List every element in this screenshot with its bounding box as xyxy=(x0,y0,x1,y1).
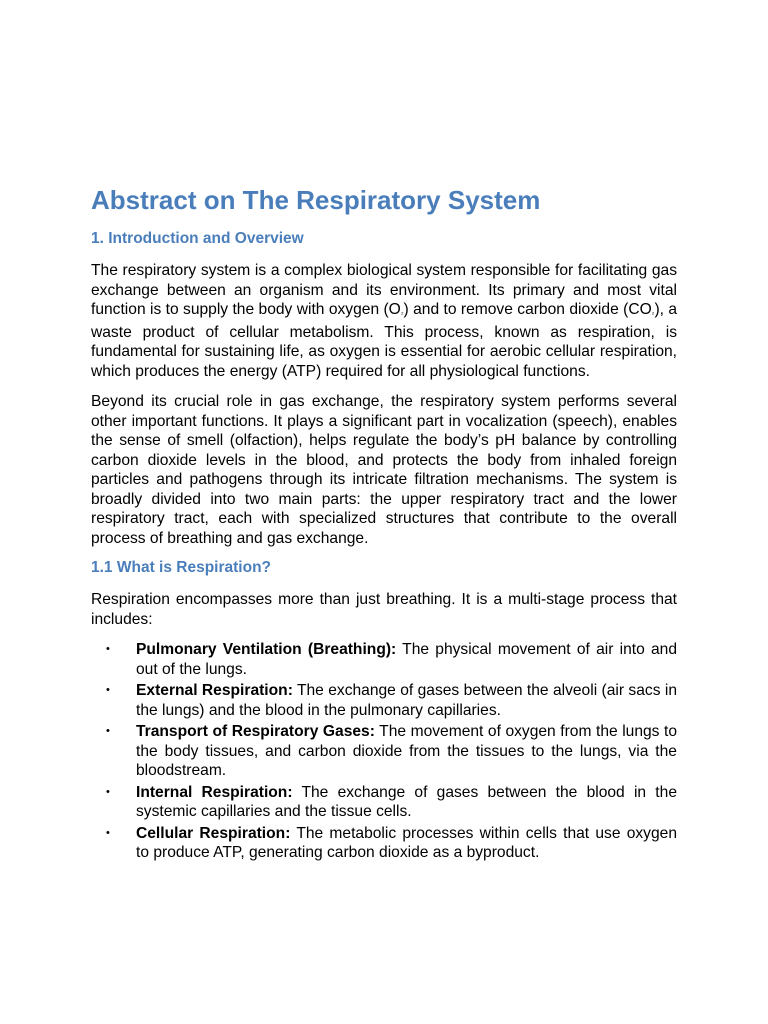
list-item-text: The physical movement of air into and out of the lungs. xyxy=(136,641,678,678)
bullet-icon: • xyxy=(106,643,110,655)
list-item-term: Internal Respiration: xyxy=(136,783,293,801)
subscript-two: ₂ xyxy=(400,309,404,316)
list-item-term: Transport of Respiratory Gases: xyxy=(136,723,375,740)
bullet-icon: • xyxy=(106,785,110,798)
bullet-icon: • xyxy=(106,826,110,839)
list-item xyxy=(91,783,677,822)
list-item-term: Pulmonary Ventilation (Breathing): xyxy=(136,641,397,658)
list-item xyxy=(91,681,677,720)
bullet-icon: • xyxy=(106,725,110,737)
section-heading-what-is-respiration: 1.1 What is Respiration? xyxy=(91,559,272,576)
document-title: Abstract on The Respiratory System xyxy=(91,185,541,215)
list-item-text: The exchange of gases between the alveoli (air sacs in the lungs) and the blood in the pulmonary capillaries. xyxy=(136,682,677,719)
paragraph-text: ) and to remove carbon dioxide (CO xyxy=(403,301,652,318)
list-item-text: The movement of oxygen from the lungs to the body tissues, and carbon dioxide from the tissues to the lungs, via the bloodstream. xyxy=(136,723,678,779)
paragraph-text: ), a waste product of cellular metabolism. This process, known as respiration, is fundamental for sustaining life, as oxygen is essential for aerobic cellular respiration, which produces the energy (ATP) required for all physiological functions. xyxy=(91,301,678,380)
list-item-text: The metabolic processes within cells that use oxygen to produce ATP, generating carbon dioxide as a byproduct. xyxy=(136,824,677,861)
paragraph-introduction xyxy=(91,261,677,381)
paragraph-text: The respiratory system is a complex biological system responsible for facilitating gas exchange between an organism and its environment. Its primary and most vital function is to supply the body with oxygen (O xyxy=(91,262,677,318)
list-item-term: External Respiration: xyxy=(136,682,293,699)
list-item xyxy=(91,722,677,781)
list-item xyxy=(91,640,677,679)
document-page xyxy=(91,180,677,865)
subscript-two: ₂ xyxy=(651,309,655,316)
bullet-icon: • xyxy=(106,684,110,696)
section-heading-introduction: 1. Introduction and Overview xyxy=(91,230,304,247)
paragraph-respiration-intro: Respiration encompasses more than just breathing. It is a multi-stage process that includes: xyxy=(91,591,677,628)
list-item-text: The exchange of gases between the blood in the systemic capillaries and the tissue cells. xyxy=(136,783,677,820)
respiration-stages-list xyxy=(91,640,677,863)
list-item-term: Cellular Respiration: xyxy=(136,824,291,842)
list-item xyxy=(91,824,677,863)
paragraph-functions: Beyond its crucial role in gas exchange, the respiratory system performs several other important functions. It plays a significant part in vocalization (speech), enables the sense of smell (olfaction), helps regulate the body’s pH balance by controlling carbon dioxide levels in the blood, and protects the body from inhaled foreign particles and pathogens through its intricate filtration mechanisms. The system is broadly divided into two main parts: the upper respiratory tract and the lower respiratory tract, each with specialized structures that contribute to the overall process of breathing and gas exchange. xyxy=(91,393,677,547)
